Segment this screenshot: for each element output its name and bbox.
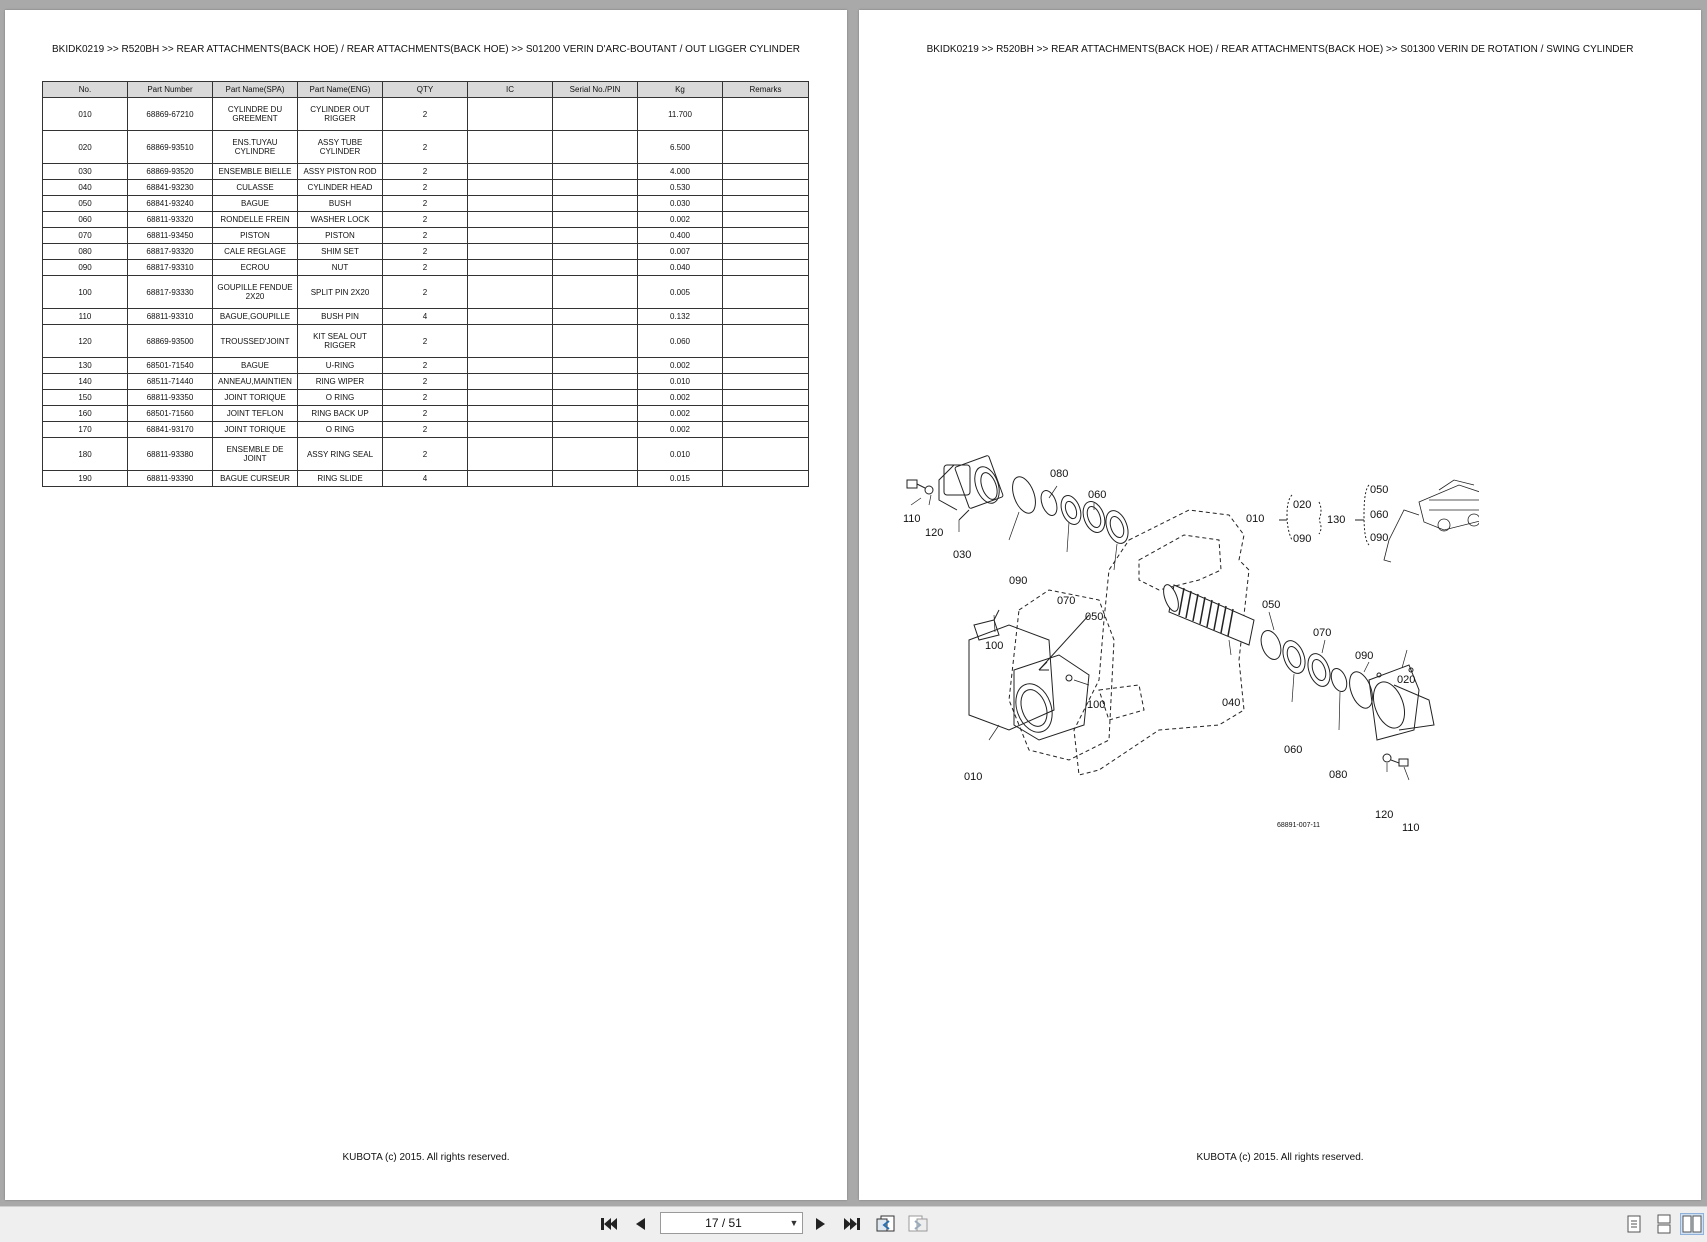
callout-050-bottom: 050 <box>1262 599 1281 611</box>
table-cell-qty: 2 <box>383 422 468 438</box>
table-cell-remarks <box>723 98 809 131</box>
table-cell-part-number: 68811-93380 <box>128 438 213 471</box>
table-row <box>43 358 809 374</box>
column-header: Serial No./PIN <box>553 82 638 98</box>
table-cell-qty: 2 <box>383 244 468 260</box>
ring-080-bottom <box>1328 666 1349 693</box>
table-cell-remarks <box>723 438 809 471</box>
ring-080-top <box>1038 488 1060 517</box>
go-forward-button[interactable] <box>906 1213 930 1235</box>
table-row <box>43 325 809 358</box>
table-row <box>43 131 809 164</box>
kit-callout-060: 060 <box>1370 509 1389 521</box>
table-cell-qty: 4 <box>383 471 468 487</box>
table-cell-kg: 0.002 <box>638 212 723 228</box>
table-cell-serial <box>553 422 638 438</box>
table-cell-serial <box>553 374 638 390</box>
table-cell-name-eng: NUT <box>298 260 383 276</box>
table-cell-remarks <box>723 422 809 438</box>
column-header: Part Name(SPA) <box>213 82 298 98</box>
cylinder-010-assembly <box>969 610 1089 740</box>
table-cell-part-number: 68501-71540 <box>128 358 213 374</box>
table-cell-serial <box>553 309 638 325</box>
table-cell-name-spa: BAGUE CURSEUR <box>213 471 298 487</box>
table-cell-ic <box>468 164 553 180</box>
table-cell-ic <box>468 325 553 358</box>
table-cell-no: 060 <box>43 212 128 228</box>
viewer-toolbar <box>0 1206 1707 1242</box>
table-cell-serial <box>553 212 638 228</box>
page-header-left: BKIDK0219 >> R520BH >> REAR ATTACHMENTS(BACK HOE) / REAR ATTACHMENTS(BACK HOE) >> S01200 VERIN D'ARC-BOUTANT / OUT LIGGER CYLINDER <box>51 44 801 55</box>
table-cell-remarks <box>723 471 809 487</box>
table-cell-kg: 0.400 <box>638 228 723 244</box>
table-cell-name-eng: O RING <box>298 422 383 438</box>
table-cell-no: 160 <box>43 406 128 422</box>
bush-050-bottom <box>1257 628 1284 662</box>
table-body <box>43 98 809 487</box>
table-cell-no: 080 <box>43 244 128 260</box>
table-cell-part-number: 68869-93500 <box>128 325 213 358</box>
callout-100: 100 <box>985 640 1004 652</box>
table-cell-no: 020 <box>43 131 128 164</box>
table-row <box>43 180 809 196</box>
table-cell-part-number: 68811-93320 <box>128 212 213 228</box>
callout-020: 020 <box>1397 674 1416 686</box>
piston-rod-040 <box>1161 583 1254 645</box>
table-cell-part-number: 68811-93310 <box>128 309 213 325</box>
table-cell-kg: 11.700 <box>638 98 723 131</box>
table-cell-qty: 2 <box>383 180 468 196</box>
table-cell-name-eng: SPLIT PIN 2X20 <box>298 276 383 309</box>
column-header: QTY <box>383 82 468 98</box>
table-cell-name-eng: KIT SEAL OUT RIGGER <box>298 325 383 358</box>
kit-callout-010: 010 <box>1246 513 1265 525</box>
table-cell-no: 040 <box>43 180 128 196</box>
table-cell-qty: 2 <box>383 212 468 228</box>
callout-010: 010 <box>964 771 983 783</box>
go-back-button[interactable] <box>874 1213 898 1235</box>
go-forward-icon <box>907 1214 929 1234</box>
table-cell-serial <box>553 164 638 180</box>
single-page-view-button[interactable] <box>1622 1213 1646 1235</box>
table-cell-ic <box>468 180 553 196</box>
page-number-select[interactable] <box>660 1212 803 1234</box>
table-cell-serial <box>553 390 638 406</box>
table-cell-remarks <box>723 196 809 212</box>
table-cell-no: 190 <box>43 471 128 487</box>
table-cell-qty: 2 <box>383 358 468 374</box>
ring-090-top <box>1008 474 1040 517</box>
table-cell-part-number: 68811-93350 <box>128 390 213 406</box>
table-cell-ic <box>468 422 553 438</box>
table-row <box>43 422 809 438</box>
table-cell-serial <box>553 98 638 131</box>
left-page <box>5 10 847 1200</box>
single-page-view-icon <box>1626 1214 1642 1234</box>
table-cell-name-spa: CULASSE <box>213 180 298 196</box>
piston-070-bottom <box>1304 651 1334 690</box>
callout-120: 120 <box>925 527 944 539</box>
table-cell-kg: 0.530 <box>638 180 723 196</box>
table-cell-name-spa: BAGUE <box>213 196 298 212</box>
kit-callout-130: 130 <box>1327 514 1346 526</box>
table-cell-no: 010 <box>43 98 128 131</box>
callout-110: 110 <box>903 513 921 525</box>
kit-callout-050: 050 <box>1370 484 1389 496</box>
table-cell-serial <box>553 244 638 260</box>
table-cell-part-number: 68869-93510 <box>128 131 213 164</box>
table-cell-serial <box>553 131 638 164</box>
column-header: Remarks <box>723 82 809 98</box>
table-cell-kg: 0.002 <box>638 390 723 406</box>
table-cell-serial <box>553 358 638 374</box>
table-cell-name-eng: RING SLIDE <box>298 471 383 487</box>
table-cell-part-number: 68817-93310 <box>128 260 213 276</box>
callout-110-bottom: 110 <box>1402 822 1420 834</box>
table-cell-qty: 2 <box>383 164 468 180</box>
table-row <box>43 471 809 487</box>
table-cell-name-spa: JOINT TORIQUE <box>213 422 298 438</box>
table-cell-name-spa: CALE REGLAGE <box>213 244 298 260</box>
callout-100-b: 100 <box>1087 699 1106 711</box>
table-cell-part-number: 68811-93450 <box>128 228 213 244</box>
page-header-right: BKIDK0219 >> R520BH >> REAR ATTACHMENTS(BACK HOE) / REAR ATTACHMENTS(BACK HOE) >> S01300 VERIN DE ROTATION / SWING CYLINDER <box>926 44 1634 55</box>
table-cell-name-spa: JOINT TORIQUE <box>213 390 298 406</box>
table-cell-no: 050 <box>43 196 128 212</box>
table-cell-ic <box>468 212 553 228</box>
column-header: No. <box>43 82 128 98</box>
right-page <box>859 10 1701 1200</box>
kit-callout-090-2: 090 <box>1370 532 1389 544</box>
table-cell-name-spa: ENS.TUYAU CYLINDRE <box>213 131 298 164</box>
table-cell-kg: 0.007 <box>638 244 723 260</box>
table-cell-remarks <box>723 276 809 309</box>
table-cell-name-spa: BAGUE,GOUPILLE <box>213 309 298 325</box>
kit-callout-090: 090 <box>1293 533 1312 545</box>
column-header: Part Name(ENG) <box>298 82 383 98</box>
table-cell-name-spa: ENSEMBLE DE JOINT <box>213 438 298 471</box>
table-cell-name-eng: SHIM SET <box>298 244 383 260</box>
prev-page-icon <box>633 1216 647 1232</box>
table-cell-kg: 0.040 <box>638 260 723 276</box>
table-cell-name-spa: PISTON <box>213 228 298 244</box>
table-cell-remarks <box>723 374 809 390</box>
table-cell-qty: 2 <box>383 131 468 164</box>
table-cell-remarks <box>723 164 809 180</box>
table-cell-remarks <box>723 390 809 406</box>
table-row <box>43 244 809 260</box>
table-cell-serial <box>553 471 638 487</box>
table-cell-no: 100 <box>43 276 128 309</box>
table-row <box>43 309 809 325</box>
piston-070-top <box>1057 493 1084 527</box>
table-cell-qty: 2 <box>383 228 468 244</box>
table-cell-name-eng: RING BACK UP <box>298 406 383 422</box>
next-page-button[interactable] <box>809 1213 833 1235</box>
table-row <box>43 212 809 228</box>
table-cell-qty: 2 <box>383 390 468 406</box>
table-cell-name-eng: O RING <box>298 390 383 406</box>
continuous-view-button[interactable] <box>1652 1213 1676 1235</box>
table-cell-name-spa: ENSEMBLE BIELLE <box>213 164 298 180</box>
table-cell-kg: 0.002 <box>638 358 723 374</box>
go-back-icon <box>875 1214 897 1234</box>
table-row <box>43 196 809 212</box>
table-cell-kg: 0.002 <box>638 422 723 438</box>
table-cell-name-spa: CYLINDRE DU GREEMENT <box>213 98 298 131</box>
callout-120-bottom: 120 <box>1375 809 1394 821</box>
table-cell-ic <box>468 438 553 471</box>
table-cell-ic <box>468 374 553 390</box>
next-page-icon <box>814 1216 828 1232</box>
table-row <box>43 438 809 471</box>
callout-090: 090 <box>1009 575 1028 587</box>
callout-060: 060 <box>1088 489 1107 501</box>
table-cell-qty: 2 <box>383 406 468 422</box>
table-cell-qty: 2 <box>383 98 468 131</box>
callout-050: 050 <box>1085 611 1104 623</box>
table-cell-remarks <box>723 358 809 374</box>
table-cell-ic <box>468 309 553 325</box>
page-footer-left: KUBOTA (c) 2015. All rights reserved. <box>342 1152 510 1163</box>
column-header: IC <box>468 82 553 98</box>
table-cell-name-eng: BUSH PIN <box>298 309 383 325</box>
table-cell-kg: 0.005 <box>638 276 723 309</box>
page-indicator: 17 / 51 <box>705 1216 742 1230</box>
callout-090-bottom: 090 <box>1355 650 1374 662</box>
bolt-110-top <box>907 480 933 494</box>
kit-callout-020: 020 <box>1293 499 1312 511</box>
table-cell-ic <box>468 244 553 260</box>
callout-080-bottom: 080 <box>1329 769 1348 781</box>
table-cell-name-eng: ASSY PISTON ROD <box>298 164 383 180</box>
cylinder-head-assembly-top <box>939 455 1004 520</box>
table-cell-part-number: 68841-93240 <box>128 196 213 212</box>
table-cell-no: 120 <box>43 325 128 358</box>
table-cell-no: 030 <box>43 164 128 180</box>
table-cell-kg: 0.030 <box>638 196 723 212</box>
table-cell-ic <box>468 260 553 276</box>
table-cell-no: 130 <box>43 358 128 374</box>
table-row <box>43 164 809 180</box>
table-cell-remarks <box>723 180 809 196</box>
table-cell-name-spa: ECROU <box>213 260 298 276</box>
table-cell-name-eng: WASHER LOCK <box>298 212 383 228</box>
table-cell-kg: 0.010 <box>638 438 723 471</box>
table-cell-no: 150 <box>43 390 128 406</box>
table-cell-kg: 0.015 <box>638 471 723 487</box>
table-cell-name-eng: BUSH <box>298 196 383 212</box>
table-row <box>43 374 809 390</box>
two-page-view-icon <box>1682 1214 1702 1234</box>
exploded-parts-diagram <box>899 440 1479 850</box>
table-cell-name-spa: ANNEAU,MAINTIEN <box>213 374 298 390</box>
callout-060-bottom: 060 <box>1284 744 1303 756</box>
table-cell-name-spa: BAGUE <box>213 358 298 374</box>
two-page-view-button[interactable] <box>1680 1213 1704 1235</box>
table-row <box>43 406 809 422</box>
table-cell-name-eng: CYLINDER OUT RIGGER <box>298 98 383 131</box>
table-cell-name-eng: CYLINDER HEAD <box>298 180 383 196</box>
table-cell-serial <box>553 276 638 309</box>
table-cell-qty: 4 <box>383 309 468 325</box>
table-cell-no: 180 <box>43 438 128 471</box>
table-row <box>43 98 809 131</box>
table-cell-part-number: 68841-93230 <box>128 180 213 196</box>
table-row <box>43 228 809 244</box>
table-row <box>43 260 809 276</box>
drawing-number: 68891-007-11 <box>1277 822 1321 829</box>
callout-070: 070 <box>1057 595 1076 607</box>
leader-lines <box>911 486 1409 780</box>
table-cell-no: 170 <box>43 422 128 438</box>
table-cell-name-eng: ASSY TUBE CYLINDER <box>298 131 383 164</box>
table-cell-serial <box>553 228 638 244</box>
table-cell-remarks <box>723 131 809 164</box>
last-page-button[interactable] <box>840 1213 864 1235</box>
table-cell-name-eng: PISTON <box>298 228 383 244</box>
table-cell-remarks <box>723 228 809 244</box>
prev-page-button[interactable] <box>628 1213 652 1235</box>
table-cell-part-number: 68817-93320 <box>128 244 213 260</box>
washer-060-bottom <box>1279 638 1309 677</box>
table-cell-ic <box>468 98 553 131</box>
table-row <box>43 390 809 406</box>
table-cell-qty: 2 <box>383 438 468 471</box>
continuous-view-icon <box>1656 1214 1672 1234</box>
table-cell-remarks <box>723 309 809 325</box>
table-cell-serial <box>553 260 638 276</box>
table-cell-no: 070 <box>43 228 128 244</box>
table-cell-no: 140 <box>43 374 128 390</box>
table-cell-part-number: 68811-93390 <box>128 471 213 487</box>
parts-table <box>42 81 809 487</box>
table-cell-part-number: 68511-71440 <box>128 374 213 390</box>
table-cell-part-number: 68841-93170 <box>128 422 213 438</box>
table-cell-serial <box>553 196 638 212</box>
table-cell-name-eng: ASSY RING SEAL <box>298 438 383 471</box>
table-cell-part-number: 68501-71560 <box>128 406 213 422</box>
column-header: Part Number <box>128 82 213 98</box>
table-cell-ic <box>468 228 553 244</box>
table-cell-remarks <box>723 325 809 358</box>
table-cell-ic <box>468 196 553 212</box>
bush-050-top <box>1102 508 1132 547</box>
table-cell-remarks <box>723 244 809 260</box>
table-cell-ic <box>468 471 553 487</box>
table-cell-part-number: 68869-93520 <box>128 164 213 180</box>
last-page-icon <box>843 1216 861 1232</box>
machine-thumbnail <box>1384 480 1479 562</box>
table-cell-ic <box>468 131 553 164</box>
table-cell-kg: 0.010 <box>638 374 723 390</box>
table-cell-part-number: 68817-93330 <box>128 276 213 309</box>
swing-bracket-casting <box>1009 510 1249 775</box>
table-cell-serial <box>553 180 638 196</box>
table-cell-no: 090 <box>43 260 128 276</box>
first-page-icon <box>600 1216 618 1232</box>
table-cell-qty: 2 <box>383 196 468 212</box>
table-cell-qty: 2 <box>383 374 468 390</box>
table-cell-ic <box>468 406 553 422</box>
table-cell-name-spa: JOINT TEFLON <box>213 406 298 422</box>
page-footer-right: KUBOTA (c) 2015. All rights reserved. <box>1196 1152 1364 1163</box>
table-cell-kg: 4.000 <box>638 164 723 180</box>
table-cell-serial <box>553 438 638 471</box>
callout-040: 040 <box>1222 697 1241 709</box>
table-cell-ic <box>468 390 553 406</box>
table-cell-no: 110 <box>43 309 128 325</box>
table-header-row <box>43 82 809 98</box>
table-cell-ic <box>468 276 553 309</box>
callout-labels <box>903 468 1420 834</box>
table-cell-serial <box>553 406 638 422</box>
table-cell-name-eng: U-RING <box>298 358 383 374</box>
callout-030: 030 <box>953 549 972 561</box>
table-cell-name-spa: RONDELLE FREIN <box>213 212 298 228</box>
first-page-button[interactable] <box>597 1213 621 1235</box>
table-cell-name-spa: GOUPILLE FENDUE 2X20 <box>213 276 298 309</box>
table-cell-remarks <box>723 406 809 422</box>
table-cell-name-eng: RING WIPER <box>298 374 383 390</box>
table-cell-qty: 2 <box>383 276 468 309</box>
table-cell-serial <box>553 325 638 358</box>
table-cell-name-spa: TROUSSED'JOINT <box>213 325 298 358</box>
table-cell-ic <box>468 358 553 374</box>
table-cell-part-number: 68869-67210 <box>128 98 213 131</box>
table-cell-kg: 0.060 <box>638 325 723 358</box>
table-cell-remarks <box>723 260 809 276</box>
table-row <box>43 276 809 309</box>
table-cell-kg: 0.132 <box>638 309 723 325</box>
callout-070-bottom: 070 <box>1313 627 1332 639</box>
table-cell-qty: 2 <box>383 260 468 276</box>
table-cell-remarks <box>723 212 809 228</box>
chevron-down-icon: ▼ <box>789 1218 799 1228</box>
callout-080: 080 <box>1050 468 1069 480</box>
table-cell-kg: 6.500 <box>638 131 723 164</box>
table-cell-qty: 2 <box>383 325 468 358</box>
table-cell-kg: 0.002 <box>638 406 723 422</box>
column-header: Kg <box>638 82 723 98</box>
